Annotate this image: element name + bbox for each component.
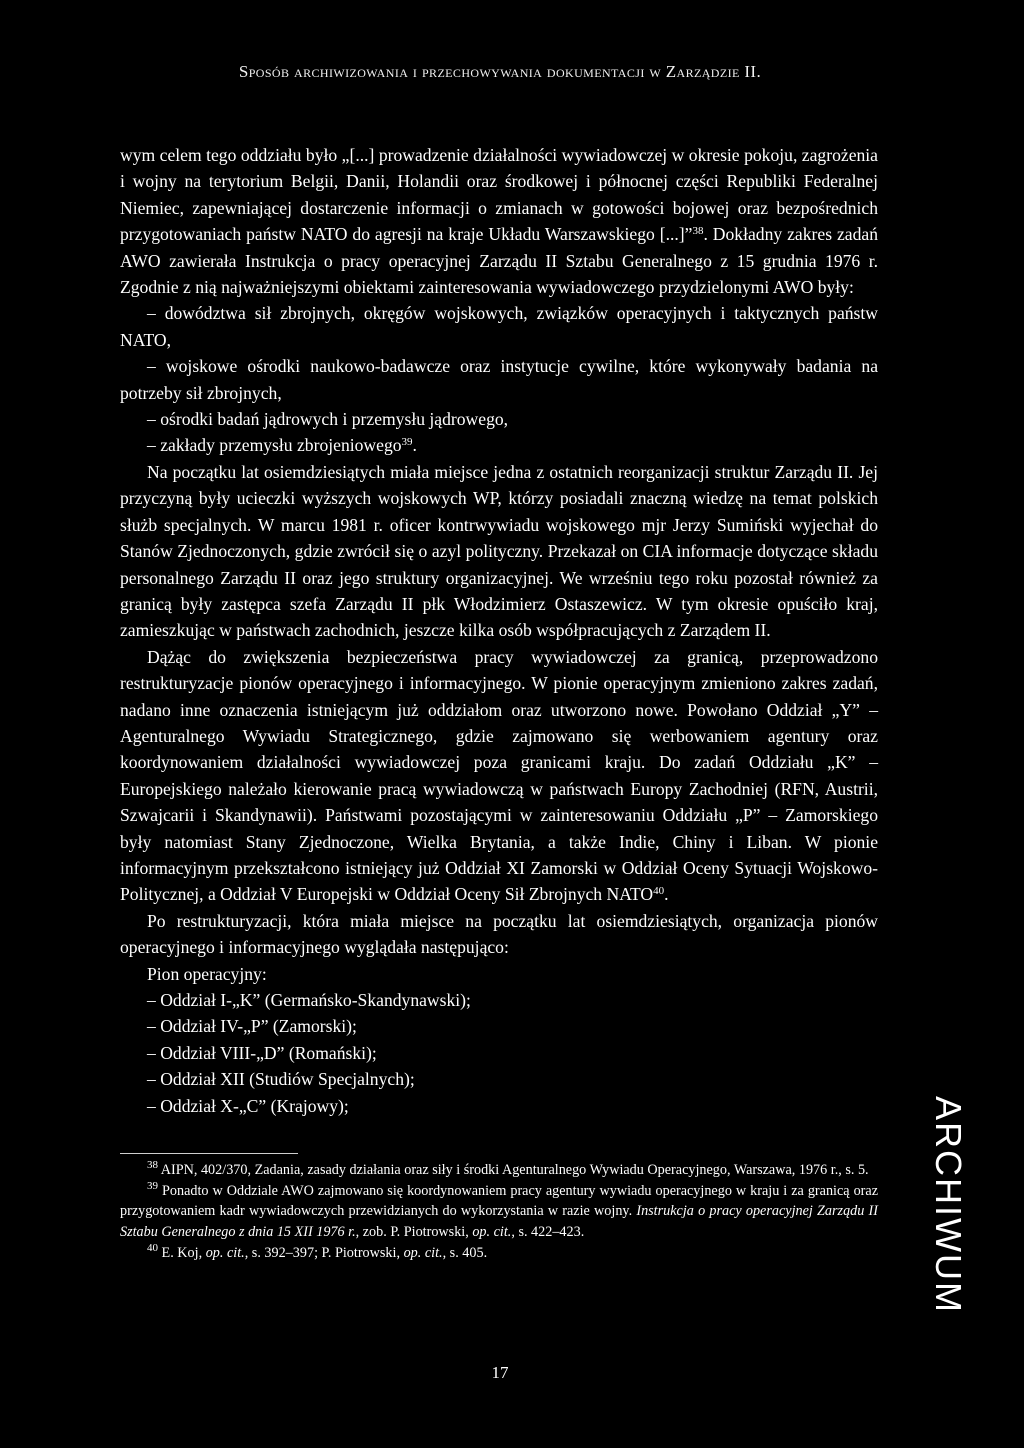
footnote-ref: 38 xyxy=(692,225,704,238)
footnote-ref: 40 xyxy=(653,885,665,898)
list-item: – dowództwa sił zbrojnych, okręgów wojskowych, związków operacyjnych i taktycznych państw NATO, xyxy=(120,303,878,350)
list-item: – ośrodki badań jądrowych i przemysłu jądrowego, xyxy=(147,409,509,430)
paragraph: Na początku lat osiemdziesiątych miała miejsce jedna z ostatnich reorganizacji struktur Zarządu II. Jej przyczyną były ucieczki wyższych wojskowych WP, którzy posiadali znaczną wiedzę na temat polskich służb specjalnych. W marcu 1981 r. oficer kontrwywiadu wojskowego mjr Jerzy Sumiński wyjechał do Stanów Zjednoczonych, gdzie zwrócił się o azyl polityczny. Przekazał on CIA informacje dotyczące składu personalnego Zarządu II oraz jego struktury organizacyjnej. We wrześniu tego roku pozostał również za granicą były zastępca szefa Zarządu II płk Włodzimierz Ostaszewicz. W tym okresie opuściło kraj, zamieszkując w państwach zachodnich, jeszcze kilka osób współpracujących z Zarządem II. xyxy=(120,461,878,641)
paragraph: Dążąc do zwiększenia bezpieczeństwa pracy wywiadowczej za granicą, przeprowadzono restrukturyzacje pionów operacyjnego i informacyjnego. W pionie operacyjnym zmieniono zakres zadań, nadano inne oznaczenia istniejącym już oddziałom oraz utworzono nowe. Powołano Oddział „Y” – Agenturalnego Wywiadu Strategicznego, gdzie zajmowano się werbowaniem agentury oraz koordynowaniem działalności wywiadowczej poza granicami kraju. Do zadań Oddziału „K” – Europejskiego należało kierowanie pracą wywiadowczą w państwach Europy Zachodniej (RFN, Austrii, Szwajcarii i Skandynawii). Państwami pozostającymi w zainteresowaniu Oddziału „P” – Zamorskiego były natomiast Stany Zjednoczone, Wielka Brytania, a także Indie, Chiny i Liban. W pionie informacyjnym przekształcono istniejący już Oddział XI Zamorski w Oddział Oceny Sytuacji Wojskowo-Politycznej, a Oddział V Europejski w Oddział Oceny Sił Zbrojnych NATO$^{40}$. xyxy=(120,646,878,905)
list-item: – zakłady przemysłu zbrojeniowego$^{39}$. xyxy=(147,435,417,456)
list-item: – wojskowe ośrodki naukowo-badawcze oraz instytucje cywilne, które wykonywały badania na potrzeby sił zbrojnych, xyxy=(120,356,878,403)
list-item: – Oddział IV-„P” (Zamorski); xyxy=(147,1016,357,1037)
main-text xyxy=(120,142,878,1119)
footnote-39 xyxy=(120,1181,878,1243)
footnote-text: Ponadto w Oddziale AWO zajmowano się koordynowaniem pracy agentury wywiadu operacyjnego w kraju i za granicą oraz przygotowaniem kadr wywiadowczych przewidzianych do wykorzystania w razie wojny. xyxy=(120,1182,878,1220)
list-item: – Oddział XII (Studiów Specjalnych); xyxy=(147,1069,415,1090)
footnote-text: AIPN, 402/370, Zadania, zasady działania oraz siły i środki Agenturalnego Wywiadu Operacyjnego, Warszawa, 1976 r., s. 5. xyxy=(160,1162,869,1178)
running-head: Sposób archiwizowania i przechowywania dokumentacji w Zarządzie II. xyxy=(238,62,762,81)
footnote-text: , s. 422–423. xyxy=(511,1224,585,1241)
footnote-text: , s. 392–397; P. Piotrowski, xyxy=(244,1244,404,1261)
footnotes xyxy=(120,1160,878,1264)
footnote-opcit: op. cit. xyxy=(205,1244,245,1261)
paragraph-text: Dążąc do zwiększenia bezpieczeństwa pracy wywiadowczej za granicą, przeprowadzono restrukturyzacje pionów operacyjnego i informacyjnego. W pionie operacyjnym zmieniono zakres zadań, nadano inne oznaczenia istniejącym już oddziałom oraz utworzono nowe. Powołano Oddział „Y” – Agenturalnego Wywiadu Strategicznego, gdzie zajmowano się werbowaniem agentury oraz koordynowaniem działalności wywiadowczej poza granicami kraju. Do zadań Oddziału „K” – Europejskiego należało kierowanie pracą wywiadowczą w państwach Europy Zachodniej (RFN, Austrii, Szwajcarii i Skandynawii). Państwami pozostającymi w zainteresowaniu Oddziału „P” – Zamorskiego były natomiast Stany Zjednoczone, Wielka Brytania, a także Indie, Chiny i Liban. W pionie informacyjnym przekształcono istniejący już Oddział XI Zamorski w Oddział Oceny Sytuacji Wojskowo-Politycznej, a Oddział V Europejski w Oddział Oceny Sił Zbrojnych NATO xyxy=(120,646,878,905)
footnote-text: , zob. P. Piotrowski, xyxy=(355,1224,473,1241)
pion-label: Pion operacyjny: xyxy=(147,963,267,984)
paragraph xyxy=(120,142,878,300)
footnote-number: 40 xyxy=(147,1241,158,1254)
side-label xyxy=(908,1090,988,1320)
paragraph: Po restrukturyzacji, która miała miejsce na początku lat osiemdziesiątych, organizacja pionów operacyjnego i informacyjnego wyglądała następująco: xyxy=(120,910,878,958)
page-number: 17 xyxy=(491,1363,509,1382)
footnote-40 xyxy=(120,1243,878,1264)
list-item-text: – zakłady przemysłu zbrojeniowego xyxy=(147,435,402,456)
footnote-divider xyxy=(120,1153,298,1154)
paragraph-text: wym celem tego oddziału było „[...] prowadzenie działalności wywiadowczej w okresie pokoju, zagrożenia i wojny na terytorium Belgii, Danii, Holandii oraz środkowej i północnej części Republiki Federalnej Niemiec, zapewniającej dostarczenie informacji o zmianach w gotowości bojowej oraz bezpośrednich przygotowaniach państw NATO do agresji na kraje Układu Warszawskiego [...]” xyxy=(120,145,878,245)
footnote-number: 39 xyxy=(147,1179,158,1192)
footnote-title: Instrukcja o pracy operacyjnej Zarządu II Sztabu Generalnego z dnia 15 XII 1976 r. xyxy=(120,1203,879,1241)
list-item: – Oddział VIII-„D” (Romański); xyxy=(147,1042,377,1063)
footnote-opcit: op. cit. xyxy=(403,1244,443,1261)
list-item: – Oddział X-„C” (Krajowy); xyxy=(147,1095,349,1116)
footnote-number: 38 xyxy=(147,1159,158,1171)
footnote-text: E. Koj, xyxy=(161,1244,206,1261)
footnote-text: , s. 405. xyxy=(442,1244,488,1261)
list-item: – Oddział I-„K” (Germańsko-Skandynawski); xyxy=(147,990,471,1010)
archive-label: ARCHIWUM xyxy=(928,1096,970,1314)
paragraph-text: . Dokładny zakres zadań AWO zawierała Instrukcja o pracy operacyjnej Zarządu II Sztabu Generalnego z 15 grudnia 1976 r. Zgodnie z nią najważniejszymi obiektami zainteresowania wywiadowczego przydzielonymi AWO były: xyxy=(120,224,878,298)
footnote-opcit: op. cit. xyxy=(472,1224,512,1241)
footnote-ref: 39 xyxy=(401,436,413,449)
footnote-38 xyxy=(120,1160,878,1181)
